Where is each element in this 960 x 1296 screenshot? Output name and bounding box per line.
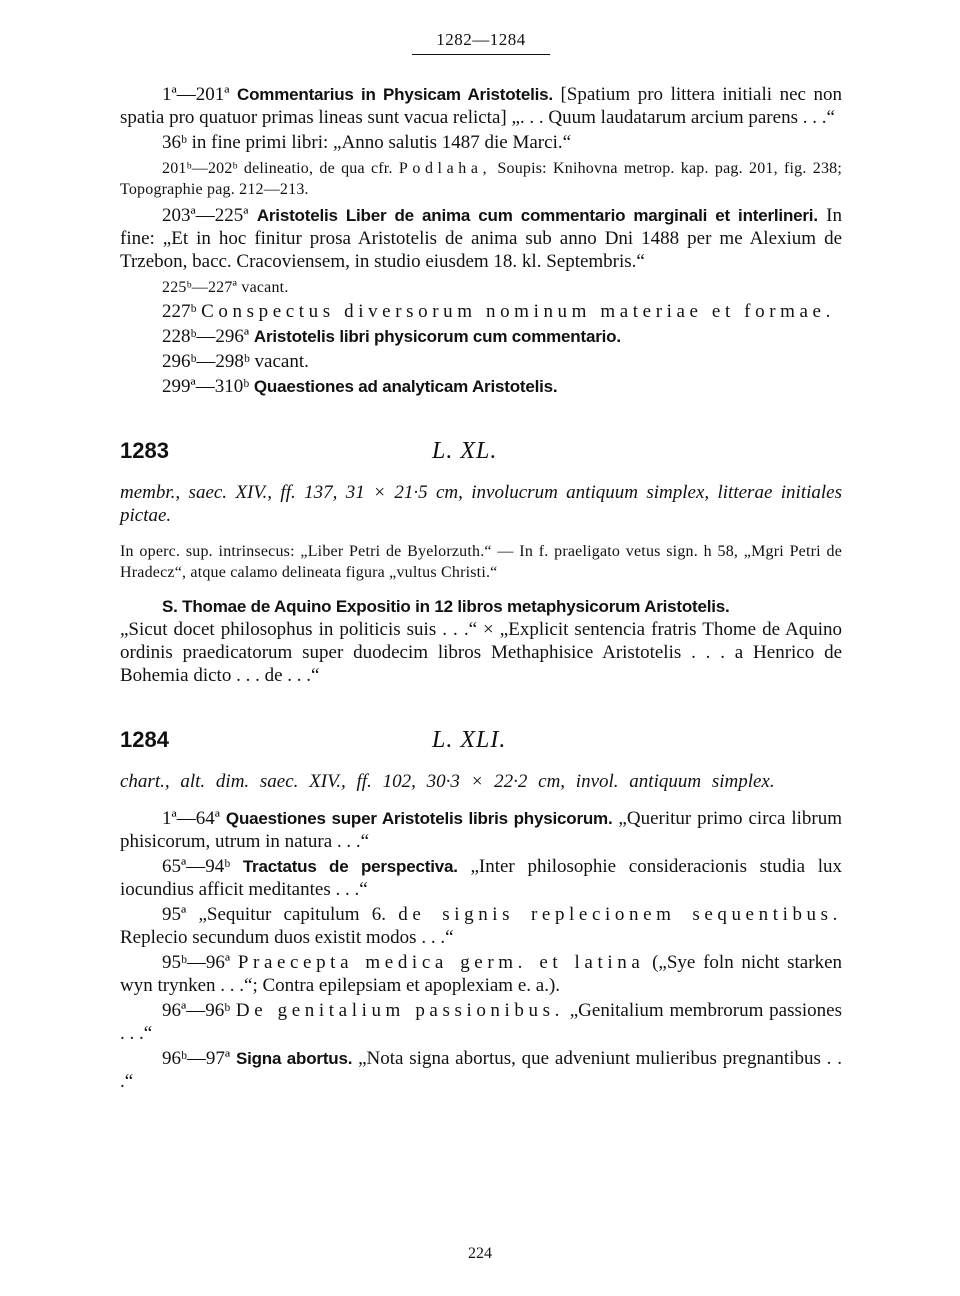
incipit-explicit: „Sicut docet philosophus in politicis suis . . .“ × „Explicit sentencia fratris Thome de Aquino ordinis praedicatorum super duodecim libros Methaphisice Aristotelis . . . a Henrico de Bohemia dicto . . . de . . .“ [120,619,842,686]
record-1284-2 [120,855,842,901]
record-1284-1 [120,807,842,853]
entry-heading-1284 [120,727,842,754]
record-1284-5 [120,999,842,1045]
work-title-spaced: Conspectus diversorum nominum materiae et formae. [201,301,835,322]
work-title: S. Thomae de Aquino Expositio in 12 libros metaphysicorum Aristotelis. [162,597,730,616]
work-title: Tractatus de perspectiva. [242,857,458,876]
record-1284-6 [120,1047,842,1093]
record-text: 225ᵇ—227ª vacant. [162,279,289,296]
folio-range: 95ª [162,904,187,925]
record-1282-2 [120,131,842,154]
folio-range: 96ª—96ᵇ [162,1000,231,1021]
record-1284-4 [120,951,842,997]
record-text: Replecio secundum duos existit modos . . .“ [120,927,454,948]
record-text: „Inter philosophie consideracionis studia lux iocundius afficit meditantes . . .“ [120,856,843,900]
record-text: In fine: „Et in hoc finitur prosa Aristotelis de anima sub anno Dni 1488 per me Alexium de Trzebon, bacc. Cracoviensem, in studio eiusdem 18. kl. Septembris.“ [120,205,843,272]
work-title: Commentarius in Physicam Aristotelis. [237,85,553,104]
running-head [120,30,842,55]
entry-number: 1284 [120,727,169,752]
record-text: „Nota signa abortus, que adveniunt mulieribus pregnantibus . . .“ [120,1048,842,1092]
record-1282-5 [120,277,842,298]
work-title-spaced: Praecepta medica germ. et latina [237,952,645,973]
record-text: „Queritur primo circa librum phisicorum, utrum in natura . . .“ [120,808,842,852]
record-text: („Sye foln nicht starken wyn trynken . . .“; Contra epilepsiam et apoplexiam e. a.). [120,952,843,996]
record-text: 296ᵇ—298ᵇ vacant. [162,351,309,372]
work-title-spaced: de signis replecionem sequentibus. [398,904,842,925]
work-title: Signa abortus. [235,1049,353,1068]
record-1282-6 [120,300,842,323]
record-text: „Sequitur capitulum 6. [186,904,399,925]
author-spaced: Podlaha, [398,160,492,177]
work-title: Aristotelis libri physicorum cum commentario. [253,327,621,346]
folio-range: 95ᵇ—96ª [162,952,231,973]
shelf-signature: L. XL. [432,438,498,464]
folio-range: 227ᵇ [162,301,197,322]
record-text: [Spatium pro littera initiali nec non spatia pro quatuor primas lineas sunt vacua relicta] „. . . Quum laudatarum arcium parens . . .“ [120,84,842,128]
entry-number: 1283 [120,438,169,463]
record-1282-9 [120,375,842,398]
work-title: Quaestiones ad analyticam Aristotelis. [253,377,558,396]
page-number: 224 [468,1245,492,1262]
shelf-signature: L. XLI. [432,727,507,753]
codex-description: chart., alt. dim. saec. XIV., ff. 102, 30·3 × 22·2 cm, invol. antiquum simplex. [120,771,775,792]
folio-range: 228ᵇ—296ª [162,326,250,347]
record-text: delineatio, de qua cfr. [237,160,399,177]
record-1284-3 [120,903,842,949]
folio-range: 96ᵇ—97ª [162,1048,231,1069]
work-title-line [120,595,842,618]
record-1282-7 [120,325,842,348]
record-1282-4 [120,204,842,273]
work-title: Quaestiones super Aristotelis libris physicorum. [225,809,613,828]
folio-range: 1ª—64ª [162,808,220,829]
record-1282-3 [120,158,842,200]
folio-range: 201ᵇ—202ᵇ [162,160,238,177]
page-body [120,30,842,1093]
record-1282-1 [120,83,842,129]
record-text: Soupis: Knihovna metrop. kap. pag. 201, fig. 238; Topographie pag. 212—213. [120,160,842,198]
record-text: „Genitalium membrorum passiones . . .“ [120,1000,843,1044]
provenance-note: In operc. sup. intrinsecus: „Liber Petri de Byelorzuth.“ — In f. praeligato vetus sign. h 58, „Mgri Petri de Hradecz“, atque calamo delineata figura „vultus Christi.“ [120,543,842,581]
record-1282-8 [120,350,842,373]
record-text: 36ᵇ in fine primi libri: „Anno salutis 1487 die Marci.“ [162,132,572,153]
running-head-range: 1282—1284 [412,30,550,55]
folio-range: 299ª—310ᵇ [162,376,250,397]
work-title: Aristotelis Liber de anima cum commentario marginali et interlineri. [256,206,818,225]
folio-range: 203ª—225ª [162,205,249,226]
work-title-spaced: De genitalium passionibus. [235,1000,564,1021]
folio-range: 65ª—94ᵇ [162,856,231,877]
codex-description: membr., saec. XIV., ff. 137, 31 × 21·5 cm, involucrum antiquum simplex, litterae initiales pictae. [120,482,842,526]
entry-heading-1283 [120,438,842,465]
folio-range: 1ª—201ª [162,84,230,105]
